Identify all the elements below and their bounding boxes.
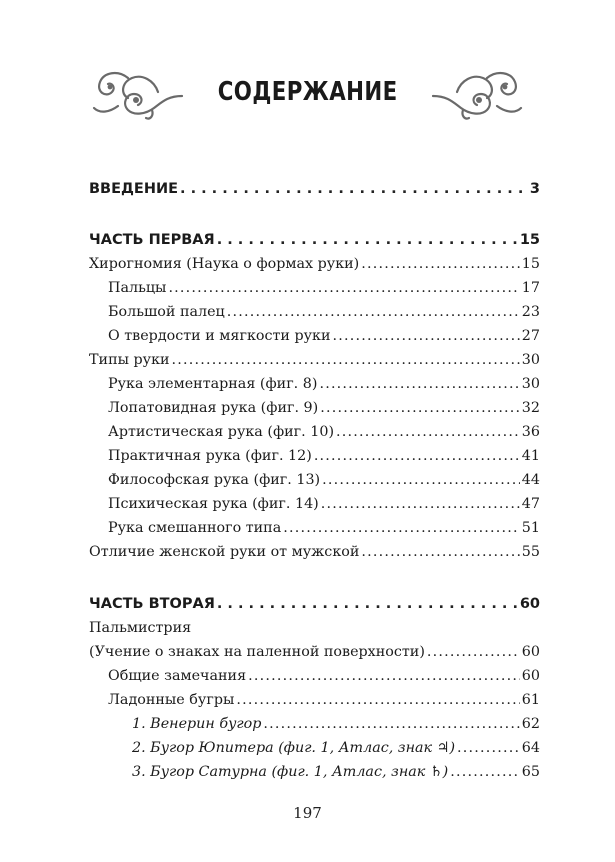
toc-entry[interactable] [89, 642, 540, 662]
toc-entry-page: 51 [521, 520, 540, 536]
toc-entry-label: Лопатовидная рука (фиг. 9) [108, 400, 319, 416]
toc-entry-label: Пальцы [108, 280, 167, 296]
toc-entry-label: Большой палец [108, 304, 225, 320]
toc-entry-label: Отличие женской руки от мужской [89, 544, 360, 560]
toc-entry[interactable] [108, 494, 540, 514]
toc-entry-page: 15 [519, 232, 540, 248]
toc-entry-label: Типы руки [89, 352, 170, 368]
toc-entry-label: Пальмистрия [89, 620, 192, 636]
toc-entry[interactable] [108, 422, 540, 442]
toc-leader-dots [333, 326, 520, 346]
toc-entry-page: 41 [521, 448, 540, 464]
toc-leader-dots [450, 762, 520, 782]
toc-entry-page: 17 [521, 280, 540, 296]
toc-entry-label: 3. Бугор Сатурна (фиг. 1, Атлас, знак ♄) [132, 764, 449, 780]
toc-entry[interactable] [108, 302, 540, 322]
toc-leader-dots [314, 446, 520, 466]
toc-entry-page: 30 [521, 352, 540, 368]
toc-entry-label: О твердости и мягкости руки [108, 328, 331, 344]
page-number: 197 [293, 804, 322, 822]
toc-entry-page: 23 [521, 304, 540, 320]
toc-entry-label: ЧАСТЬ ВТОРАЯ [89, 596, 215, 612]
toc-leader-dots [227, 302, 520, 322]
toc-leader-dots [361, 254, 520, 274]
toc-entry-page: 60 [519, 596, 540, 612]
toc-leader-dots [217, 594, 518, 614]
toc-entry-page: 27 [521, 328, 540, 344]
toc-leader-dots [336, 422, 520, 442]
toc-entry-label: Психическая рука (фиг. 14) [108, 496, 319, 512]
page-title: СОДЕРЖАНИЕ [217, 77, 398, 107]
toc-entry[interactable] [108, 690, 540, 710]
toc-entry-label: ВВЕДЕНИЕ [89, 181, 179, 197]
toc-leader-dots [217, 230, 518, 250]
toc-entry[interactable] [108, 446, 540, 466]
toc-leader-dots [322, 470, 520, 490]
toc-leader-dots [168, 278, 519, 298]
toc-entry-page: 60 [521, 644, 540, 660]
toc-entry-page: 60 [521, 668, 540, 684]
toc-entry-label: ЧАСТЬ ПЕРВАЯ [89, 232, 215, 248]
toc-entry[interactable] [108, 278, 540, 298]
toc-entry-label: Общие замечания [108, 668, 247, 684]
toc-leader-dots [320, 398, 520, 418]
toc-entry-page: 61 [521, 692, 540, 708]
toc-entry-page: 15 [521, 256, 540, 272]
toc-entry-page: 30 [521, 376, 540, 392]
toc-entry-page: 32 [521, 400, 540, 416]
toc-entry-page: 47 [521, 496, 540, 512]
toc-entry-label: 2. Бугор Юпитера (фиг. 1, Атлас, знак ♃) [132, 740, 456, 756]
toc-entry-introduction[interactable] [89, 179, 540, 199]
toc-entry[interactable] [108, 398, 540, 418]
toc-entry-page: 44 [521, 472, 540, 488]
toc-entry[interactable] [108, 470, 540, 490]
toc-entry-label: Артистическая рука (фиг. 10) [108, 424, 335, 440]
toc-entry-part-one[interactable] [89, 230, 540, 250]
toc-leader-dots [319, 374, 519, 394]
toc-leader-dots [427, 642, 520, 662]
toc-entry-page: 36 [521, 424, 540, 440]
toc-entry-label: Рука элементарная (фиг. 8) [108, 376, 318, 392]
toc-entry-page: 64 [521, 740, 540, 756]
toc-entry[interactable] [108, 666, 540, 686]
toc-leader-dots [248, 666, 520, 686]
toc-entry[interactable] [89, 254, 540, 274]
toc-entry-label: 1. Венерин бугор [132, 716, 262, 732]
toc-entry-label: Ладонные бугры [108, 692, 235, 708]
toc-leader-dots [321, 494, 520, 514]
toc-entry-label: Практичная рука (фиг. 12) [108, 448, 312, 464]
toc-leader-dots [457, 738, 520, 758]
toc-entry-page: 3 [529, 181, 540, 197]
toc-leader-dots [361, 542, 519, 562]
toc-entry[interactable] [108, 326, 540, 346]
toc-entry-label: Хирогномия (Наука о формах руки) [89, 256, 360, 272]
toc-entry-page: 65 [521, 764, 540, 780]
toc-entry[interactable] [132, 738, 540, 758]
toc-entry-label: (Учение о знаках на паленной поверхности) [89, 644, 425, 660]
toc-entry[interactable] [108, 374, 540, 394]
toc-entry-page: 55 [521, 544, 540, 560]
toc-entry[interactable] [89, 542, 540, 562]
toc-entry[interactable] [108, 518, 540, 538]
toc-entry[interactable] [89, 350, 540, 370]
toc-leader-dots [263, 714, 519, 734]
toc-leader-dots [180, 179, 528, 199]
toc-leader-dots [172, 350, 520, 370]
toc-leader-dots [283, 518, 520, 538]
toc-entry-part-two[interactable] [89, 594, 540, 614]
toc-leader-dots [236, 690, 519, 710]
toc-entry-label: Рука смешанного типа [108, 520, 282, 536]
toc-entry-page: 62 [521, 716, 540, 732]
toc-entry-label: Философская рука (фиг. 13) [108, 472, 321, 488]
toc-entry[interactable] [132, 714, 540, 734]
toc-entry[interactable] [132, 762, 540, 782]
